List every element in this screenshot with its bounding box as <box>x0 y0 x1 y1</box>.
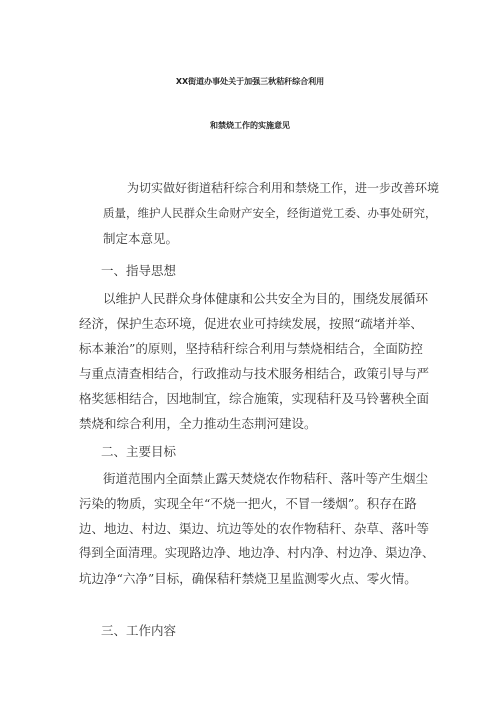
section1-line: 以维护人民群众身体健康和公共安全为目的，围绕发展循环 <box>103 291 429 306</box>
section-heading-main-goals: 二、主要目标 <box>101 444 177 459</box>
section1-line: 与重点清查相结合，行政推动与技术服务相结合，政策引导与严 <box>79 366 430 381</box>
intro-line: 制定本意见。 <box>103 231 179 246</box>
section2-line: 污染的物质，实现全年“不烧一把火，不冒一缕烟”。积存在路 <box>79 496 417 511</box>
section1-paragraph <box>79 286 431 436</box>
document-title-line-1: XX街道办事处关于加强三秋秸秆综合利用 <box>175 77 325 86</box>
section1-line: 格奖惩相结合，因地制宜，综合施策，实现秸秆及马铃薯秧全面 <box>79 391 430 406</box>
section1-line: 标本兼治”的原则，坚持秸秆综合利用与禁烧相结合，全面防控 <box>79 341 423 356</box>
section-heading-guiding-ideology: 一、指导思想 <box>101 263 177 278</box>
section1-line: 经济，保护生态环境，促进农业可持续发展，按照“疏堵并举、 <box>79 316 423 331</box>
intro-line: 为切实做好街道秸秆综合利用和禁烧工作，进一步改善环境 <box>127 181 440 195</box>
intro-line: 质量，维护人民群众生命财产安全，经街道党工委、办事处研究， <box>103 206 437 220</box>
section-heading-work-content: 三、工作内容 <box>101 623 177 638</box>
section2-line: 边、地边、村边、渠边、坑边等处的农作物秸秆、杂草、落叶等 <box>79 521 430 536</box>
section1-line: 禁烧和综合利用，全力推动生态荆河建设。 <box>79 416 317 431</box>
intro-paragraph <box>79 176 440 251</box>
section2-line: 坑边净“六净”目标，确保秸秆禁烧卫星监测零火点、零火情。 <box>79 571 417 586</box>
section2-line: 街道范围内全面禁止露天焚烧农作物秸秆、落叶等产生烟尘 <box>103 471 429 486</box>
section2-line: 得到全面清理。实现路边净、地边净、村内净、村边净、渠边净、 <box>79 546 435 560</box>
document-title-line-2: 和禁烧工作的实施意见 <box>210 121 290 130</box>
section2-paragraph <box>79 466 435 591</box>
